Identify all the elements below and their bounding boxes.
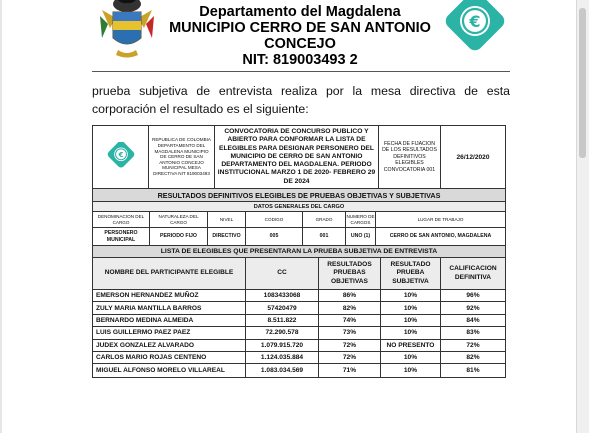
table-row [93,302,505,314]
subjective-result: 10% [381,290,441,301]
participant-cc: 1.079.915.720 [246,340,319,351]
general-values-row [93,228,505,246]
general-header: NUMERO DE CARGOS [346,212,376,227]
table-logo-cell [93,126,149,188]
subjective-result: NO PRESENTO [381,340,441,351]
col-header-final: CALIFICACION DEFINITIVA [449,265,497,281]
table-header-row [93,126,505,189]
objective-result: 71% [319,364,381,376]
table-row [93,352,505,364]
participant-cc: 1.124.035.884 [246,352,319,363]
svg-text:€: € [469,12,481,31]
objective-result: 72% [319,340,381,351]
general-value: 005 [246,228,303,245]
participant-name: JUDEX GONZALEZ ALVARADO [93,340,246,351]
participant-name: LUIS GUILLERMO PAEZ PAEZ [93,327,246,338]
table-row [93,315,505,327]
council-title: CONCEJO [264,36,336,52]
col-header-objective: RESULTADOS PRUEBAS OBJETIVAS [319,258,381,289]
general-value: CERRO DE SAN ANTONIO, MAGDALENA [389,233,492,240]
subjective-result: 10% [381,352,441,363]
department-title: Departamento del Magdalena [199,4,401,20]
nit-number: NIT: 819003493 2 [242,52,358,68]
general-title: DATOS GENERALES DEL CARGO [253,203,345,210]
subjective-result: 10% [381,302,441,313]
general-header-row [93,212,505,228]
final-grade: 96% [466,292,480,300]
general-header: NATURALEZA DEL CARGO [150,212,208,227]
objective-result: 74% [319,315,381,326]
participant-name: CARLOS MARIO ROJAS CENTENO [93,352,246,363]
final-grade: 92% [466,304,480,312]
general-header: DENOMINACION DEL CARGO [93,212,150,227]
table-row [93,340,505,352]
fecha-label: FECHA DE FIJACION DE LOS RESULTADOS DEFINITIVOS ELEGIBLES CONVOCATORIA 001 [379,126,441,188]
results-title-row [93,189,505,202]
table-row [93,290,505,302]
subjective-result: 10% [381,315,441,326]
list-title: LISTA DE ELEGIBLES QUE PRESENTARAN LA PRUEBA SUBJETIVA DE ENTREVISTA [160,248,438,255]
participant-name: ZULY MARIA MANTILLA BARROS [93,302,246,313]
page-edge [0,0,2,433]
general-value: DIRECTIVO [208,228,246,245]
header-divider [92,71,510,72]
participant-cc: 1.083.034.569 [246,364,319,376]
municipality-title: MUNICIPIO CERRO DE SAN ANTONIO [169,20,431,36]
general-header: GRADO [303,212,346,227]
participant-name: EMERSON HERNANDEZ MUÑOZ [93,290,246,301]
col-header-subjective: RESULTADO PRUEBA SUBJETIVA [381,258,441,289]
euro-coin-icon [442,0,508,60]
general-header: NIVEL [208,212,246,227]
final-grade: 72% [466,341,480,349]
participant-name: MIGUEL ALFONSO MORELO VILLAREAL [93,364,246,376]
general-value: PERIODO FIJO [150,228,208,245]
final-grade: 81% [466,367,480,375]
general-header: CODIGO [246,212,303,227]
subjective-result: 10% [381,364,441,376]
general-value: 001 [303,228,346,245]
objective-result: 72% [319,352,381,363]
participant-cc: 72.290.578 [246,327,319,338]
col-header-name: NOMBRE DEL PARTICIPANTE ELEGIBLE [93,258,246,289]
general-value: PERSONERO MUNICIPAL [93,228,150,245]
list-title-row [93,246,505,258]
table-row [93,327,505,339]
convocatoria-text: CONVOCATORIA DE CONCURSO PUBLICO Y ABIERTO PARA CONFORMAR LA LISTA DE ELEGIBLES PARA DESIGNAR PERSONERO DEL MUNICIPIO DE CERRO DE SAN ANTONIO DEPARTAMENTO DEL MAGDALENA. PERIODO INSTITUCIONAL MARZO 1 DE 2020- FEBRERO 29 DE 2024 [215,126,379,188]
fecha-value: 26/12/2020 [456,153,490,161]
objective-result: 82% [319,302,381,313]
general-title-row [93,202,505,212]
intro-paragraph: prueba subjetiva de entrevista realiza por la mesa directiva de esta corporación el resultado es el siguiente: [92,84,510,116]
final-grade: 82% [466,354,480,362]
subjective-result: 10% [381,327,441,338]
final-grade: 83% [466,329,480,337]
letterhead [160,4,440,69]
general-header: LUGAR DE TRABAJO [417,216,464,222]
euro-coin-icon [106,142,136,172]
participant-name: BERNARDO MEDINA ALMEIDA [93,315,246,326]
participant-cc: 1083433068 [246,290,319,301]
col-header-cc: CC [246,258,319,289]
objective-result: 86% [319,290,381,301]
participant-cc: 57420479 [246,302,319,313]
general-value: UNO (1) [346,228,376,245]
list-header-row [93,258,505,290]
coat-of-arms-icon [96,0,158,62]
participant-cc: 8.511.822 [246,315,319,326]
svg-text:€: € [117,150,124,159]
objective-result: 73% [319,327,381,338]
results-title: RESULTADOS DEFINITIVOS ELEGIBLES DE PRUEBAS OBJETIVAS Y SUBJETIVAS [157,190,441,200]
scrollbar-thumb[interactable] [579,8,586,158]
results-rows [93,290,505,377]
entity-info: REPUBLICA DE COLOMBIA DEPARTAMENTO DEL MAGDALENA MUNICIPIO DE CERRO DE SAN ANTONIO CONCEJO MUNICIPAL MESA DIRECTIVA NIT 819003493 [149,126,215,188]
results-table [92,125,506,378]
final-grade: 84% [466,316,480,324]
table-row [93,364,505,376]
